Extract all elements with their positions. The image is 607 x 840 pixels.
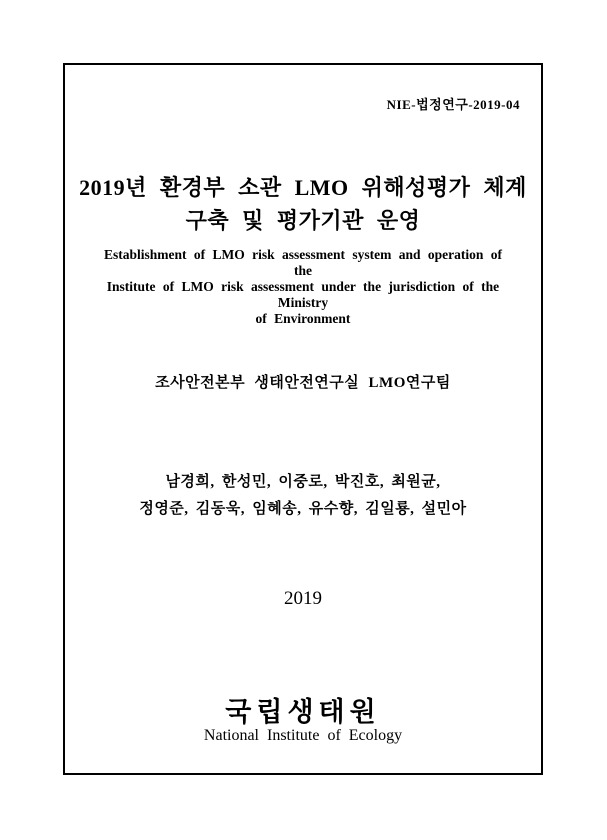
title-korean-line-1: 2019년 환경부 소관 LMO 위해성평가 체계 (79, 175, 527, 200)
authors-line-2: 정영준, 김동욱, 임혜송, 유수향, 김일룡, 설민아 (139, 501, 467, 517)
authors-list (73, 469, 533, 523)
report-number: NIE-법정연구-2019-04 (386, 97, 520, 112)
publication-year: 2019 (284, 588, 322, 609)
department-team-line: 조사안전본부 생태안전연구실 LMO연구팀 (155, 375, 451, 391)
publisher-name-korean: 국립생태원 (225, 697, 381, 727)
publisher-name-english: National Institute of Ecology (203, 727, 403, 744)
page-border-frame (63, 63, 543, 775)
title-korean-line-2: 구축 및 평가기관 운영 (185, 208, 421, 233)
title-english-line-1: Establishment of LMO risk assessment system and operation of the (103, 247, 502, 278)
title-english-line-2: Institute of LMO risk assessment under the jurisdiction of the Ministry (106, 279, 500, 310)
title-english (93, 247, 513, 327)
title-korean (73, 171, 533, 237)
authors-line-1: 남경희, 한성민, 이중로, 박진호, 최원균, (165, 474, 441, 490)
title-english-line-3: of Environment (255, 311, 351, 326)
